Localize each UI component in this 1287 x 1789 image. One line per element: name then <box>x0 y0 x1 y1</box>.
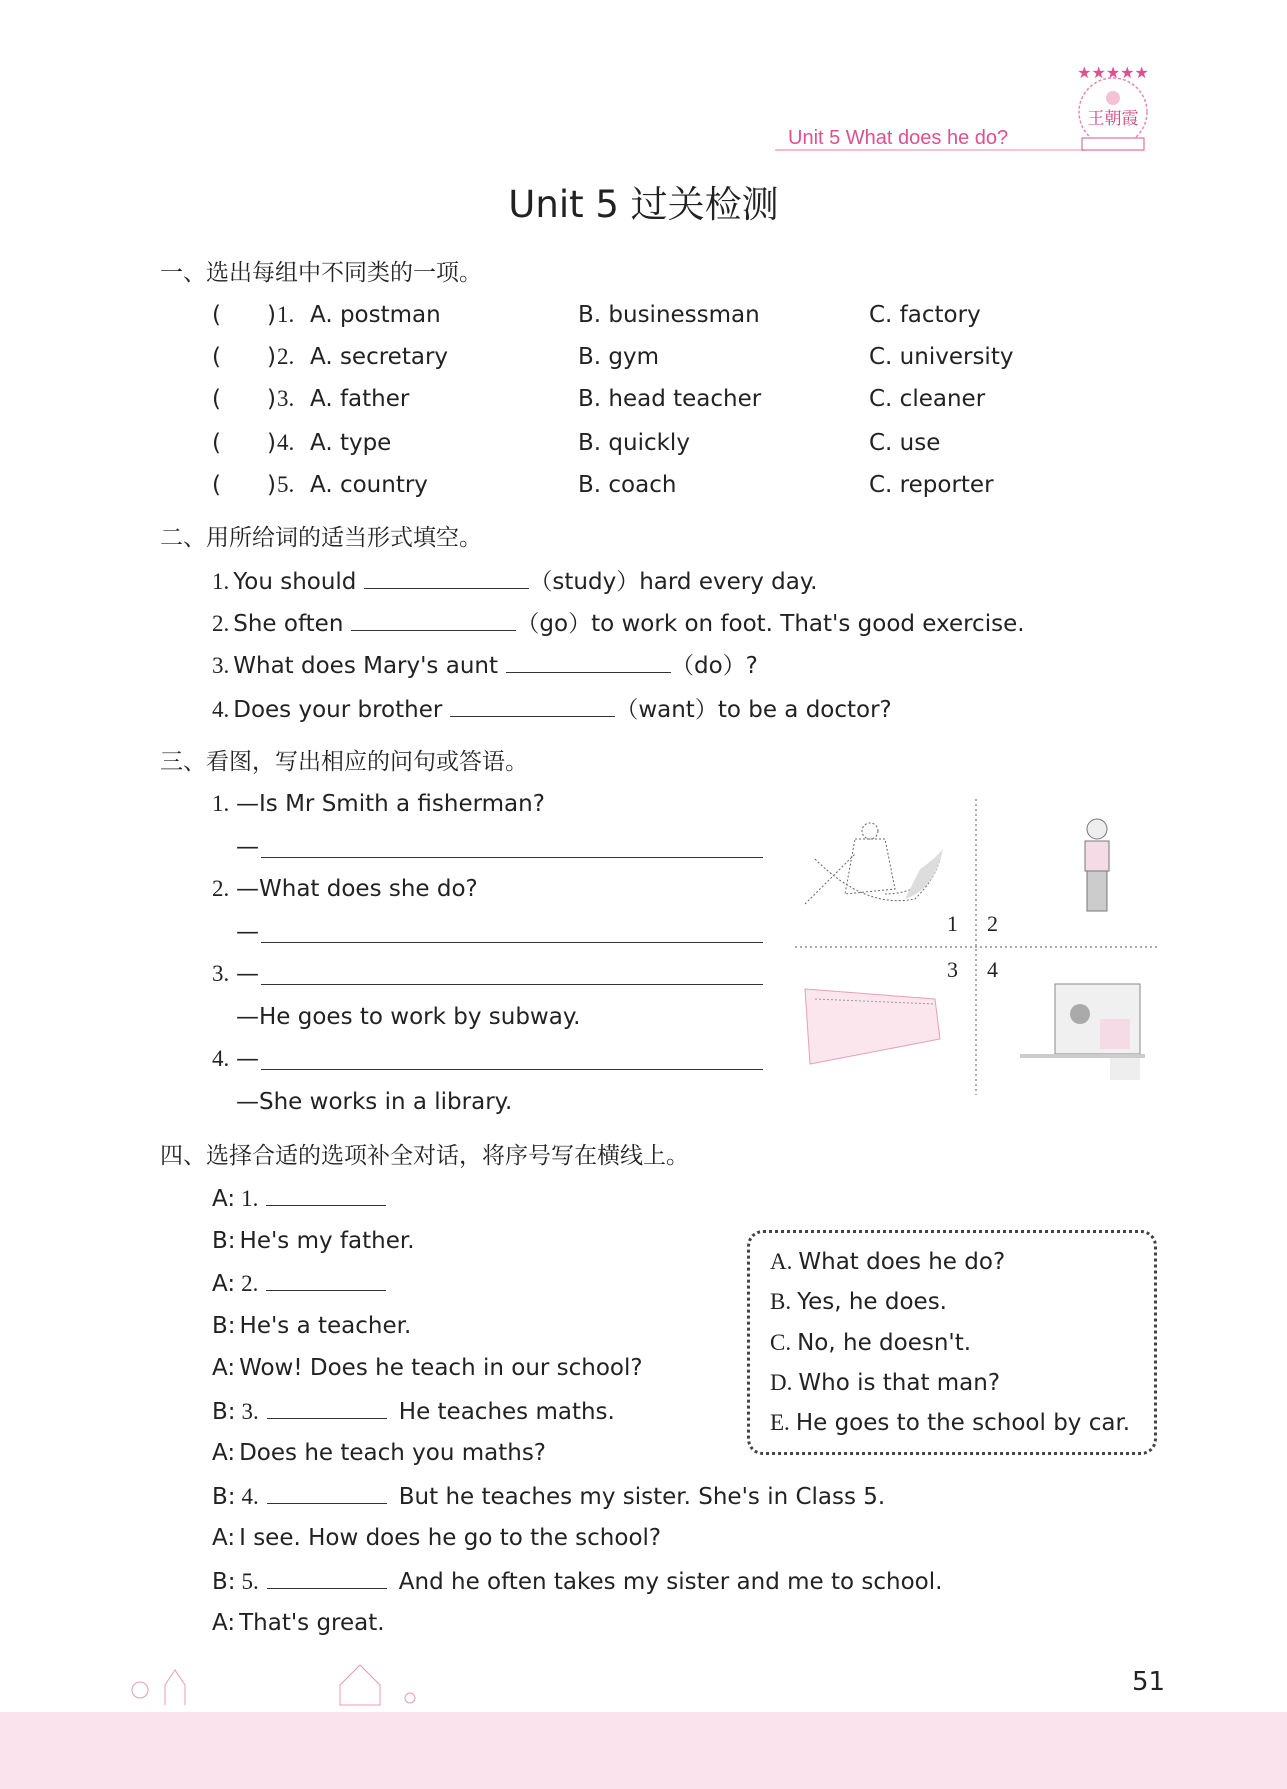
fill-in-row <box>212 651 758 680</box>
dialogue-row <box>212 1227 415 1255</box>
answer-paren-input[interactable]: ( ) <box>212 344 276 370</box>
speaker-label: B: <box>212 1483 236 1510</box>
dialogue-line[interactable]: — <box>236 919 259 945</box>
picture-label: 4 <box>987 957 998 982</box>
answer-paren-input[interactable]: ( ) <box>212 302 276 328</box>
dialogue-line[interactable]: —She works in a library. <box>236 1089 513 1115</box>
answer-paren-input[interactable]: ( ) <box>212 430 276 456</box>
police-officer-picture <box>1085 819 1109 911</box>
svg-text:★★★★★: ★★★★★ <box>1077 63 1149 82</box>
question-number: 1. <box>241 1186 259 1211</box>
fill-in-row <box>212 567 817 596</box>
picture-label: 3 <box>947 957 958 982</box>
dialogue-text: He teaches maths. <box>398 1398 615 1425</box>
sentence-end: （study）hard every day. <box>529 569 818 595</box>
speaker-label: B: <box>212 1227 236 1254</box>
dialogue-text: He's a teacher. <box>239 1312 412 1339</box>
option-letter: C. <box>770 1329 792 1355</box>
answer-blank-line[interactable] <box>267 1567 387 1589</box>
question-number: 1. <box>212 569 230 594</box>
dialogue-row <box>212 1524 661 1552</box>
answer-blank-line[interactable] <box>351 609 516 631</box>
option-b: B. head teacher <box>578 386 762 412</box>
decorative-houses-icon <box>120 1650 420 1714</box>
librarian-picture <box>1020 984 1145 1080</box>
option-item <box>770 1369 1000 1397</box>
sentence-start: Does your brother <box>233 697 443 723</box>
dialogue-line[interactable]: —What does she do? <box>236 876 478 902</box>
section1-heading: 一、选出每组中不同类的一项。 <box>160 260 482 286</box>
subway-train-picture <box>805 989 940 1064</box>
option-c: C. cleaner <box>869 386 986 412</box>
option-item <box>770 1329 971 1357</box>
section4-heading: 四、选择合适的选项补全对话，将序号写在横线上。 <box>160 1143 689 1169</box>
sentence-start: She often <box>233 611 344 637</box>
speaker-label: A: <box>212 1355 236 1381</box>
option-a: A. country <box>310 472 428 498</box>
dialogue-row <box>212 1354 643 1382</box>
speaker-label: A: <box>212 1186 236 1212</box>
answer-blank-line[interactable] <box>261 942 763 943</box>
answer-blank-line[interactable] <box>364 567 529 589</box>
option-c: C. factory <box>869 302 981 328</box>
option-text: What does he do? <box>798 1249 1006 1275</box>
picture-label: 2 <box>987 911 998 936</box>
answer-blank-line[interactable] <box>261 857 763 858</box>
fill-in-row <box>212 609 1025 638</box>
question-number: 3. <box>277 386 295 411</box>
dialogue-row <box>212 1397 615 1426</box>
option-b: B. gym <box>578 344 660 370</box>
question-number: 4. <box>212 1046 230 1071</box>
option-a: A. father <box>310 386 410 412</box>
dialogue-text: Does he teach you maths? <box>239 1440 547 1466</box>
answer-paren-input[interactable]: ( ) <box>212 386 276 412</box>
option-letter: B. <box>770 1289 792 1315</box>
option-letter: E. <box>770 1410 790 1436</box>
dialogue-row <box>212 1269 398 1298</box>
option-c: C. reporter <box>869 472 994 498</box>
speaker-label: B: <box>212 1312 236 1339</box>
fill-in-row <box>212 695 892 724</box>
answer-blank-line[interactable] <box>261 984 763 985</box>
question-number: 4. <box>212 697 230 722</box>
option-a: A. secretary <box>310 344 449 370</box>
question-number: 1. <box>212 791 230 816</box>
question-number: 2. <box>277 344 295 369</box>
sentence-end: （do）? <box>671 653 758 679</box>
answer-blank-line[interactable] <box>506 651 671 673</box>
option-item <box>770 1409 1130 1437</box>
answer-blank-line[interactable] <box>266 1184 386 1206</box>
option-b: B. businessman <box>578 302 760 328</box>
dialogue-row <box>212 1439 546 1467</box>
sentence-end: （want）to be a doctor? <box>615 697 892 723</box>
dialogue-text: He's my father. <box>239 1227 415 1254</box>
dialogue-line[interactable]: — <box>236 961 259 987</box>
dialogue-row <box>212 1312 411 1340</box>
option-c: C. university <box>869 344 1014 370</box>
question-number: 3. <box>212 961 230 986</box>
question-number: 2. <box>241 1271 259 1296</box>
option-text: No, he doesn't. <box>797 1329 972 1356</box>
dialogue-row <box>212 1184 398 1213</box>
dialogue-row <box>212 1609 385 1637</box>
option-c: C. use <box>869 430 941 456</box>
answer-blank-line[interactable] <box>267 1482 387 1504</box>
publisher-logo <box>1070 62 1156 154</box>
dialogue-text: Wow! Does he teach in our school? <box>239 1355 643 1381</box>
dialogue-text: That's great. <box>239 1610 385 1636</box>
running-title: Unit 5 What does he do? <box>788 127 1009 149</box>
option-b: B. quickly <box>578 430 690 456</box>
dialogue-text: I see. How does he go to the school? <box>239 1525 662 1551</box>
option-b: B. coach <box>578 472 677 498</box>
option-letter: D. <box>770 1369 793 1395</box>
svg-text:王朝霞: 王朝霞 <box>1087 109 1139 129</box>
question-number: 4. <box>241 1483 259 1509</box>
question-number: 3. <box>212 653 230 678</box>
dialogue-text: And he often takes my sister and me to school. <box>398 1568 943 1595</box>
sentence-start: You should <box>233 569 357 595</box>
question-number: 3. <box>241 1398 259 1424</box>
answer-blank-line[interactable] <box>450 695 615 717</box>
question-number: 5. <box>277 472 295 497</box>
dialogue-row <box>212 1482 885 1511</box>
picture-label: 1 <box>947 911 958 936</box>
speaker-label: A: <box>212 1440 236 1466</box>
question-number: 4. <box>277 430 295 455</box>
fisherman-boat-picture <box>805 823 940 904</box>
answer-blank-line[interactable] <box>266 1269 386 1291</box>
header-rule <box>775 149 1085 151</box>
dialogue-line[interactable]: —He goes to work by subway. <box>236 1004 581 1030</box>
dialogue-line[interactable]: —Is Mr Smith a fisherman? <box>236 791 545 817</box>
answer-paren-input[interactable]: ( ) <box>212 472 276 498</box>
option-text: Who is that man? <box>798 1369 1001 1396</box>
sentence-end: （go）to work on foot. That's good exercise. <box>516 611 1025 637</box>
picture-panel <box>795 799 1157 1095</box>
question-number: 5. <box>241 1568 259 1594</box>
option-letter: A. <box>770 1249 793 1274</box>
answer-blank-line[interactable] <box>267 1397 387 1419</box>
option-text: Yes, he does. <box>797 1289 947 1316</box>
page-number: 51 <box>1132 1667 1166 1697</box>
question-number: 2. <box>212 611 230 636</box>
speaker-label: A: <box>212 1271 236 1297</box>
speaker-label: B: <box>212 1568 236 1595</box>
question-number: 2. <box>212 876 230 901</box>
dialogue-text: But he teaches my sister. She's in Class 5. <box>398 1483 886 1510</box>
footer-band <box>0 1712 1287 1789</box>
option-a: A. type <box>310 430 392 456</box>
answer-blank-line[interactable] <box>261 1069 763 1070</box>
page-title: Unit 5 过关检测 <box>508 183 779 226</box>
section3-heading: 三、看图，写出相应的问句或答语。 <box>160 749 528 775</box>
option-item <box>770 1248 1005 1276</box>
speaker-label: B: <box>212 1398 236 1425</box>
sentence-start: What does Mary's aunt <box>233 653 498 679</box>
option-a: A. postman <box>310 302 441 328</box>
dialogue-line[interactable]: — <box>236 834 259 860</box>
dialogue-line[interactable]: — <box>236 1046 259 1072</box>
dialogue-row <box>212 1567 942 1596</box>
section2-heading: 二、用所给词的适当形式填空。 <box>160 525 482 551</box>
option-item <box>770 1288 947 1316</box>
speaker-label: A: <box>212 1610 236 1636</box>
option-text: He goes to the school by car. <box>795 1410 1131 1437</box>
question-number: 1. <box>277 302 295 327</box>
speaker-label: A: <box>212 1525 236 1551</box>
